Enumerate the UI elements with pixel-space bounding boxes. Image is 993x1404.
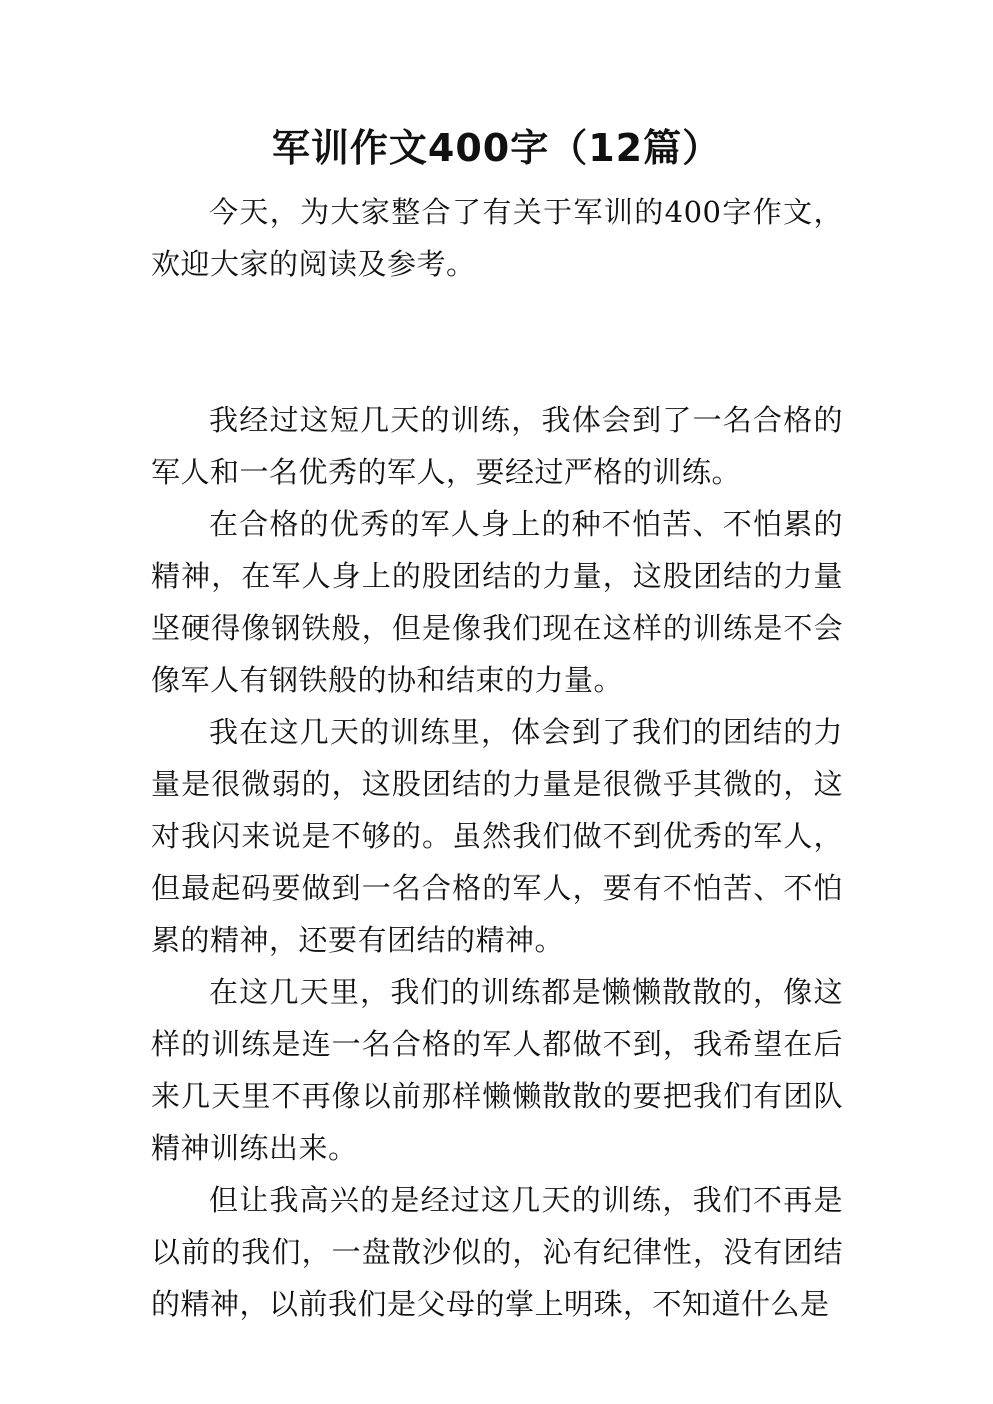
body-paragraph-3: 我在这几天的训练里，体会到了我们的团结的力量是很微弱的，这股团结的力量是很微乎其微的，这对我闪来说是不够的。虽然我们做不到优秀的军人，但最起码要做到一名合格的军人，要有不怕苦、不怕累的精神，还要有团结的精神。 (151, 715, 843, 957)
document-title: 军训作文400字（12篇） (271, 126, 722, 170)
body-paragraph-2: 在合格的优秀的军人身上的种不怕苦、不怕累的精神，在军人身上的股团结的力量，这股团结的力量坚硬得像钢铁般，但是像我们现在这样的训练是不会像军人有钢铁般的协和结束的力量。 (151, 507, 843, 697)
body-paragraph-5: 但让我高兴的是经过这几天的训练，我们不再是以前的我们，一盘散沙似的，沁有纪律性，没有团结的精神，以前我们是父母的掌上明珠，不知道什么是 (151, 1183, 843, 1321)
body-paragraph-1: 我经过这短几天的训练，我体会到了一名合格的军人和一名优秀的军人，要经过严格的训练。 (151, 403, 843, 489)
body-paragraph-4: 在这几天里，我们的训练都是懒懒散散的，像这样的训练是连一名合格的军人都做不到，我希望在后来几天里不再像以前那样懒懒散散的要把我们有团队精神训练出来。 (151, 975, 843, 1165)
intro-paragraph: 今天，为大家整合了有关于军训的400字作文，欢迎大家的阅读及参考。 (151, 195, 843, 281)
document-body (151, 186, 843, 1330)
paragraph-spacer (151, 342, 843, 394)
paragraph-spacer (151, 290, 843, 342)
